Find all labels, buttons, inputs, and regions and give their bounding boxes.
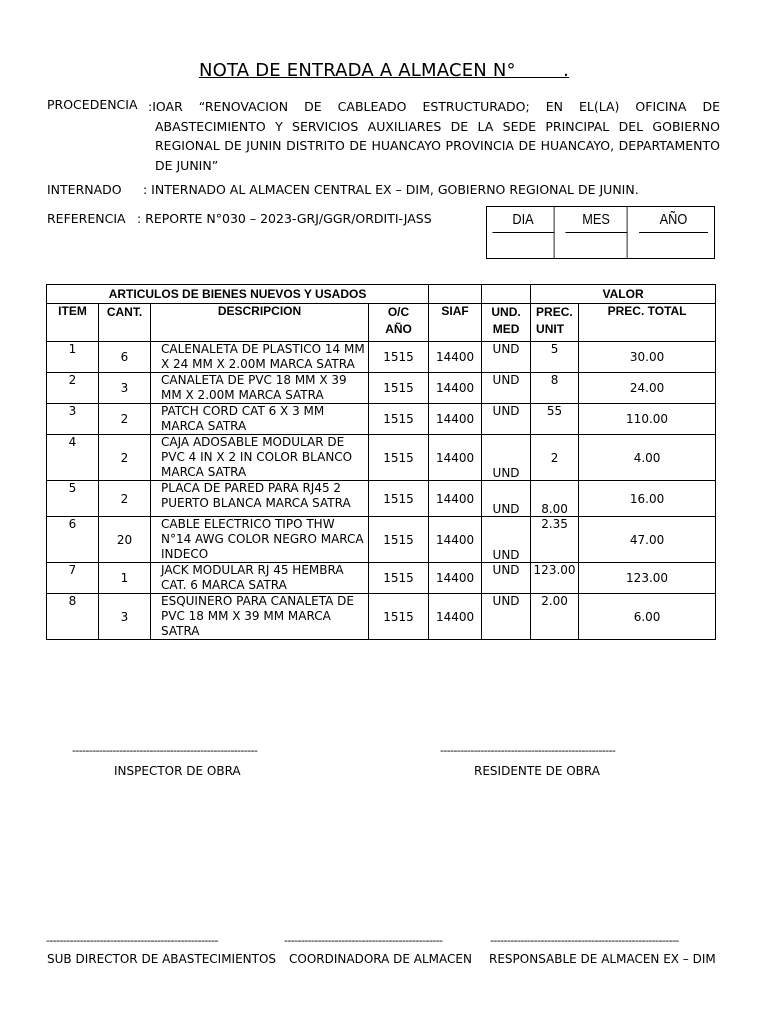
signature-line-sub-director: ---------------------------------------------------: [46, 934, 218, 947]
row-desc-cell: CALENALETA DE PLASTICO 14 MM X 24 MM X 2.00M MARCA SATRA: [151, 342, 369, 373]
row-prec-cell: 123.00: [531, 563, 579, 594]
row-und-cell: UND: [482, 435, 531, 481]
row-siaf-cell: 14400: [429, 594, 482, 640]
col-und-header: UND. MED: [482, 304, 531, 342]
row-total-cell: 110.00: [579, 404, 716, 435]
signature-inspector: INSPECTOR DE OBRA: [114, 764, 241, 778]
row-total-cell: 16.00: [579, 481, 716, 517]
col-oc-header-line1: O/C: [387, 305, 410, 319]
group-header: ARTICULOS DE BIENES NUEVOS Y USADOS: [47, 285, 429, 304]
row-und-cell: UND: [482, 373, 531, 404]
row-prec-cell: 8.00: [531, 481, 579, 517]
row-desc-cell: JACK MODULAR RJ 45 HEMBRA CAT. 6 MARCA SATRA: [151, 563, 369, 594]
row-prec-cell: 55: [531, 404, 579, 435]
date-dia-cell: [492, 233, 554, 258]
col-oc-header-line2: AÑO: [385, 322, 412, 336]
row-oc-cell: 1515: [369, 594, 429, 640]
row-item-cell: 6: [47, 517, 99, 563]
table-row: [47, 594, 716, 640]
row-total-cell: 4.00: [579, 435, 716, 481]
table-row: [47, 563, 716, 594]
table-row: [47, 404, 716, 435]
signature-coordinadora: COORDINADORA DE ALMACEN: [289, 952, 472, 966]
document-title: NOTA DE ENTRADA A ALMACEN N° .: [198, 60, 570, 81]
signature-line-inspector: -------------------------------------------------------: [72, 744, 258, 757]
row-item-cell: 8: [47, 594, 99, 640]
signature-line-residente: ----------------------------------------------------: [440, 744, 616, 757]
row-desc-cell: PLACA DE PARED PARA RJ45 2 PUERTO BLANCA MARCA SATRA: [151, 481, 369, 517]
row-siaf-cell: 14400: [429, 373, 482, 404]
row-cant-cell: 1: [99, 563, 151, 594]
row-oc-cell: 1515: [369, 373, 429, 404]
row-siaf-cell: 14400: [429, 404, 482, 435]
row-und-cell: UND: [482, 563, 531, 594]
row-cant-cell: 2: [99, 435, 151, 481]
row-siaf-cell: 14400: [429, 563, 482, 594]
row-desc-cell: CANALETA DE PVC 18 MM X 39 MM X 2.00M MARCA SATRA: [151, 373, 369, 404]
row-oc-cell: 1515: [369, 404, 429, 435]
referencia-label: REFERENCIA: [47, 211, 126, 226]
row-oc-cell: 1515: [369, 342, 429, 373]
procedencia-label: PROCEDENCIA: [47, 97, 138, 112]
row-oc-cell: 1515: [369, 563, 429, 594]
col-total-header: PREC. TOTAL: [579, 304, 716, 342]
row-siaf-cell: 14400: [429, 481, 482, 517]
row-und-cell: UND: [482, 404, 531, 435]
row-und-cell: UND: [482, 342, 531, 373]
table-row: [47, 517, 716, 563]
internado-label: INTERNADO: [47, 182, 122, 197]
row-oc-cell: 1515: [369, 435, 429, 481]
row-cant-cell: 2: [99, 404, 151, 435]
row-siaf-cell: 14400: [429, 517, 482, 563]
date-mes-header: MES: [565, 207, 627, 233]
date-anio-header: AÑO: [639, 207, 708, 233]
table-row: [47, 435, 716, 481]
row-prec-cell: 2.35: [531, 517, 579, 563]
row-item-cell: 3: [47, 404, 99, 435]
col-siaf-header: SIAF: [429, 304, 482, 342]
col-cant-header: CANT.: [99, 304, 151, 342]
signature-responsable: RESPONSABLE DE ALMACEN EX – DIM: [489, 952, 716, 966]
row-oc-cell: 1515: [369, 481, 429, 517]
signature-line-coordinadora: -----------------------------------------------: [284, 934, 443, 947]
row-cant-cell: 6: [99, 342, 151, 373]
row-desc-cell: ESQUINERO PARA CANALETA DE PVC 18 MM X 39 MM MARCA SATRA: [151, 594, 369, 640]
items-table-body: [47, 342, 716, 640]
row-item-cell: 4: [47, 435, 99, 481]
row-total-cell: 30.00: [579, 342, 716, 373]
row-item-cell: 5: [47, 481, 99, 517]
header-spacer-siaf: [429, 285, 482, 304]
header-spacer-und: [482, 285, 531, 304]
row-siaf-cell: 14400: [429, 435, 482, 481]
internado-text: : INTERNADO AL ALMACEN CENTRAL EX – DIM, GOBIERNO REGIONAL DE JUNIN.: [143, 182, 639, 197]
row-siaf-cell: 14400: [429, 342, 482, 373]
signature-sub-director: SUB DIRECTOR DE ABASTECIMIENTOS: [47, 952, 277, 966]
row-cant-cell: 3: [99, 594, 151, 640]
row-item-cell: 1: [47, 342, 99, 373]
row-und-cell: UND: [482, 517, 531, 563]
procedencia-text-first: :IOAR “RENOVACION DE CABLEADO ESTRUCTURADO; EN EL(LA) OFICINA DE: [148, 99, 720, 114]
row-total-cell: 24.00: [579, 373, 716, 404]
row-desc-cell: CAJA ADOSABLE MODULAR DE PVC 4 IN X 2 IN COLOR BLANCO MARCA SATRA: [151, 435, 369, 481]
row-cant-cell: 3: [99, 373, 151, 404]
row-total-cell: 123.00: [579, 563, 716, 594]
row-total-cell: 6.00: [579, 594, 716, 640]
row-item-cell: 7: [47, 563, 99, 594]
items-table: [46, 284, 716, 640]
date-box: [486, 206, 715, 259]
col-desc-header: DESCRIPCION: [151, 304, 369, 342]
row-desc-cell: CABLE ELECTRICO TIPO THW N°14 AWG COLOR NEGRO MARCA INDECO: [151, 517, 369, 563]
row-total-cell: 47.00: [579, 517, 716, 563]
procedencia-text: [148, 97, 720, 175]
referencia-text: : REPORTE N°030 – 2023-GRJ/GGR/ORDITI-JASS: [137, 211, 432, 226]
procedencia-text-rest: ABASTECIMIENTO Y SERVICIOS AUXILIARES DE LA SEDE PRINCIPAL DEL GOBIERNO REGIONAL DE JUNIN DISTRITO DE HUANCAYO PROVINCIA DE HUANCAYO, DEPARTAMENTO DE JUNIN”: [155, 118, 720, 173]
row-und-cell: UND: [482, 481, 531, 517]
date-mes-cell: [565, 233, 627, 258]
row-item-cell: 2: [47, 373, 99, 404]
row-desc-cell: PATCH CORD CAT 6 X 3 MM MARCA SATRA: [151, 404, 369, 435]
signature-residente: RESIDENTE DE OBRA: [474, 764, 600, 778]
table-row: [47, 373, 716, 404]
table-row: [47, 481, 716, 517]
table-row: [47, 342, 716, 373]
row-und-cell: UND: [482, 594, 531, 640]
row-prec-cell: 5: [531, 342, 579, 373]
row-prec-cell: 8: [531, 373, 579, 404]
row-oc-cell: 1515: [369, 517, 429, 563]
col-oc-header: [369, 304, 429, 342]
signature-line-responsable: --------------------------------------------------------: [490, 934, 679, 947]
row-cant-cell: 20: [99, 517, 151, 563]
valor-header: VALOR: [531, 285, 716, 304]
col-prec-header: PREC. UNIT: [531, 304, 579, 342]
row-prec-cell: 2: [531, 435, 579, 481]
col-item-header: ITEM: [47, 304, 99, 342]
date-dia-header: DIA: [492, 207, 554, 233]
row-prec-cell: 2.00: [531, 594, 579, 640]
row-cant-cell: 2: [99, 481, 151, 517]
date-anio-cell: [639, 233, 708, 258]
